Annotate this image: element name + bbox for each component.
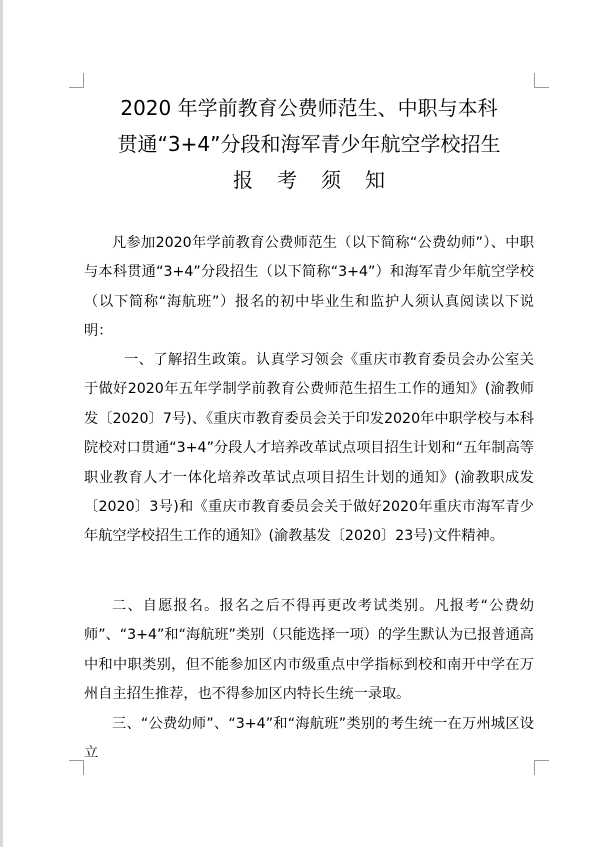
- document-title-line-3: 报考须知: [233, 168, 409, 192]
- page-edge: [0, 0, 3, 847]
- document-title-line-2: 贯通“3+4”分段和海军青少年航空学校招生: [117, 132, 501, 156]
- paragraph-voluntary: 二、自愿报名。报名之后不得再更改考试类别。凡报考“公费幼师”、“3+4”和“海航班”类别（只能选择一项）的学生默认为已报普通高中和中职类别，但不能参加区内市级重点中学指标到校和南开中学在万州自主招生推荐，也不得参加区内特长生统一录取。: [84, 598, 534, 703]
- corner-mark-bottom-right: [534, 760, 549, 775]
- paragraph-exam-venue: 三、“公费幼师”、“3+4”和“海航班”类别的考生统一在万州城区设立: [84, 716, 534, 762]
- corner-mark-top-right: [534, 73, 549, 88]
- document-title-line-1: 2020 年学前教育公费师范生、中职与本科: [120, 96, 498, 120]
- paragraph-policy: 一、了解招生政策。认真学习领会《重庆市教育委员会办公室关于做好2020年五年学制学前教育公费师范生招生工作的通知》(渝教师发〔2020〕7号)、《重庆市教育委员会关于印发2020年中职学校与本科院校对口贯通“3+4”分段人才培养改革试点项目招生计划和“五年制高等职业教育人才一体化培养改革试点项目招生计划的通知》(渝教职成发〔2020〕3号)和《重庆市教育委员会关于做好2020年重庆市海军青少年航空学校招生工作的通知》(渝教基发〔2020〕23号)文件精神。: [84, 352, 534, 545]
- corner-mark-bottom-left: [69, 760, 84, 775]
- corner-mark-top-left: [69, 73, 84, 88]
- intro-paragraph: 凡参加2020年学前教育公费师范生（以下简称“公费幼师”）、中职与本科贯通“3+4”分段招生（以下简称“3+4”）和海军青少年航空学校（以下简称“海航班”）报名的初中毕业生和监护人须认真阅读以下说明：: [84, 235, 534, 340]
